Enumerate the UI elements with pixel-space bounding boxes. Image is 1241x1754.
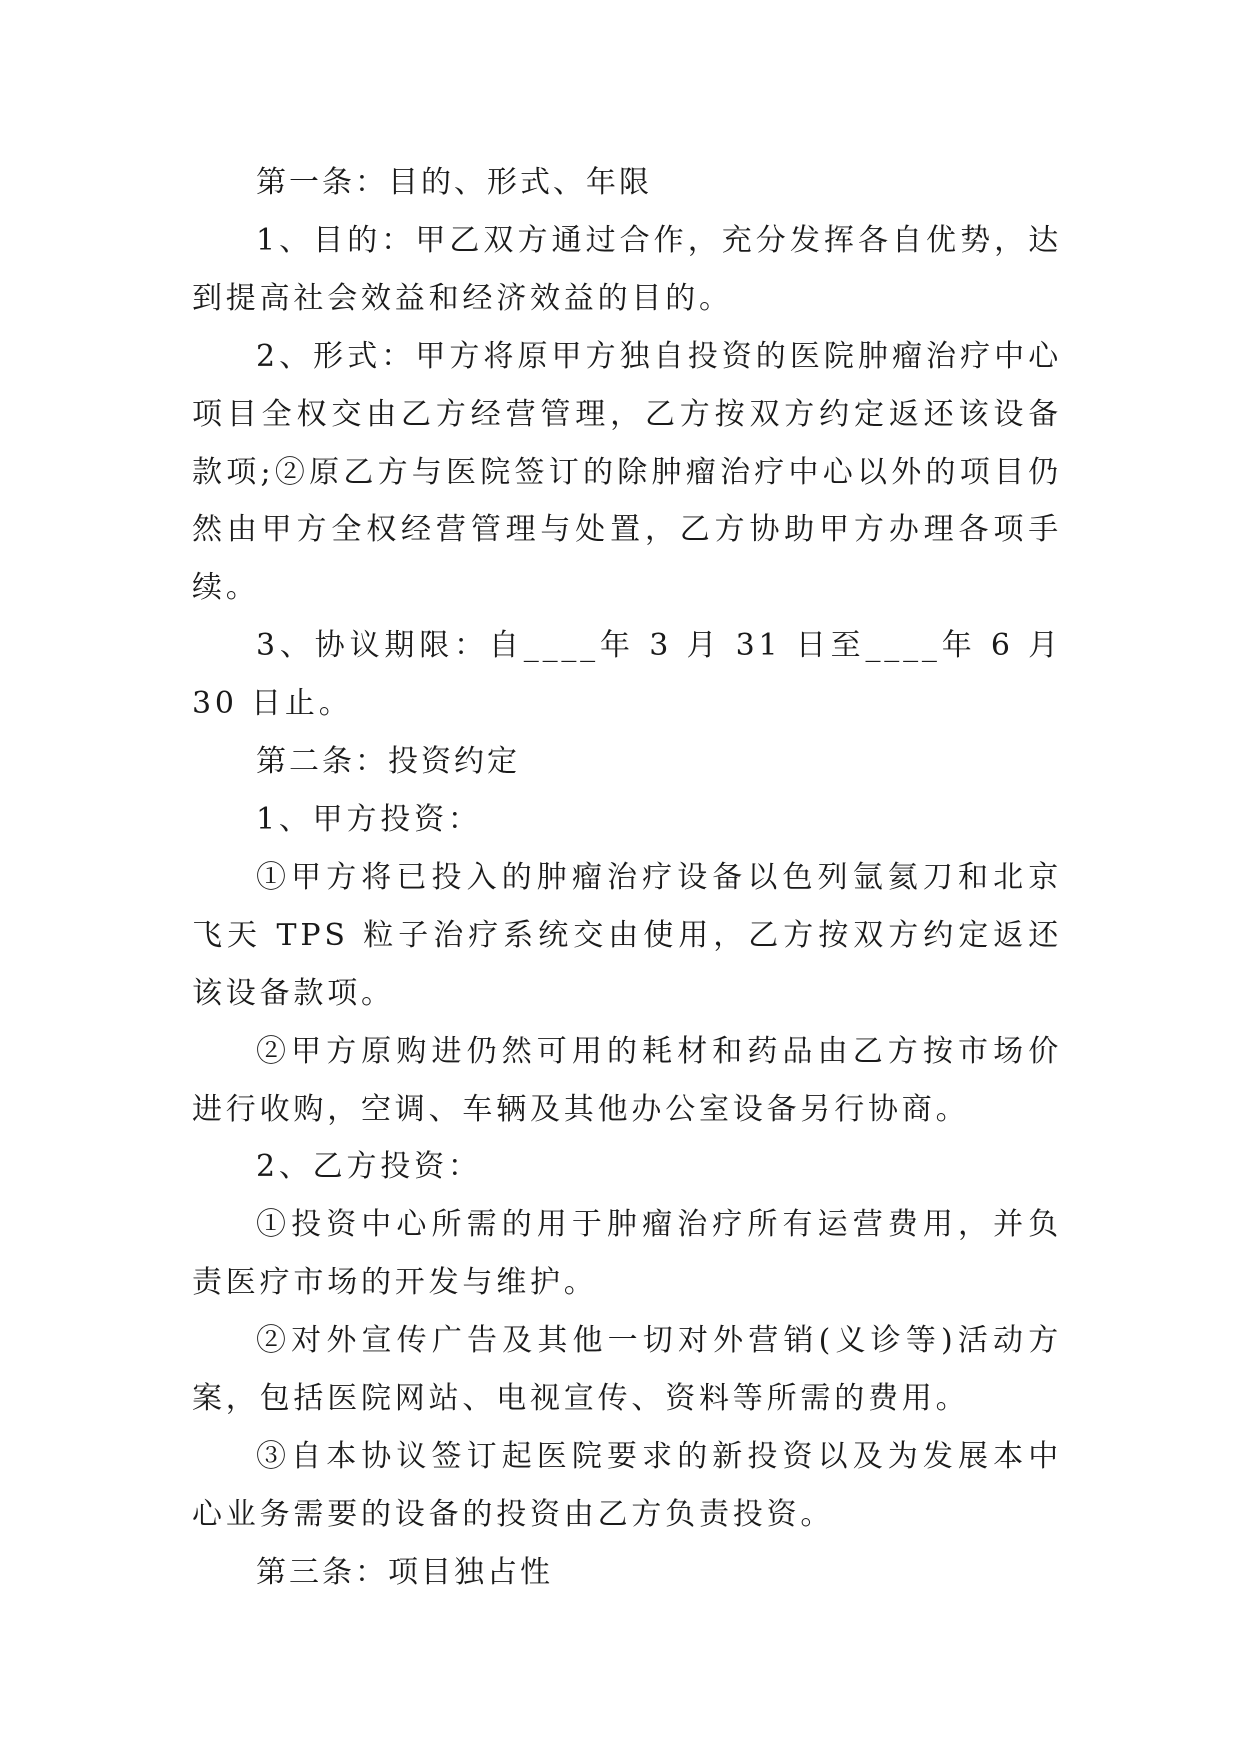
article-1-heading: 第一条：目的、形式、年限 [256, 165, 652, 200]
party-b-item-2: ②对外宣传广告及其他一切对外营销(义诊等)活动方案，包括医院网站、电视宣传、资料等所需的费用。 [192, 1323, 1062, 1417]
party-b-investment-heading: 2、乙方投资： [256, 1149, 482, 1185]
party-a-item-1: ①甲方将已投入的肿瘤治疗设备以色列氩氦刀和北京飞天 TPS 粒子治疗系统交由使用，乙方按双方约定返还该设备款项。 [192, 859, 1062, 1011]
clause-form: 2、形式：甲方将原甲方独自投资的医院肿瘤治疗中心项目全权交由乙方经营管理，乙方按双方约定返还该设备款项;②原乙方与医院签订的除肿瘤治疗中心以外的项目仍然由甲方全权经营管理与处置，乙方协助甲方办理各项手续。 [192, 338, 1062, 606]
clause-purpose: 1、目的：甲乙双方通过合作，充分发挥各自优势，达到提高社会效益和经济效益的目的。 [192, 222, 1062, 316]
document-body [192, 154, 1062, 1602]
party-a-investment-heading: 1、甲方投资： [256, 801, 482, 837]
party-b-item-3: ③自本协议签订起医院要求的新投资以及为发展本中心业务需要的设备的投资由乙方负责投资。 [192, 1438, 1062, 1532]
clause-term: 3、协议期限：自____年 3 月 31 日至____年 6 月 30 日止。 [192, 628, 1062, 722]
article-3-heading: 第三条：项目独占性 [256, 1554, 553, 1590]
party-a-item-2: ②甲方原购进仍然可用的耗材和药品由乙方按市场价进行收购，空调、车辆及其他办公室设备另行协商。 [192, 1033, 1062, 1127]
party-b-item-1: ①投资中心所需的用于肿瘤治疗所有运营费用，并负责医疗市场的开发与维护。 [192, 1207, 1062, 1301]
article-2-heading: 第二条：投资约定 [256, 744, 520, 780]
